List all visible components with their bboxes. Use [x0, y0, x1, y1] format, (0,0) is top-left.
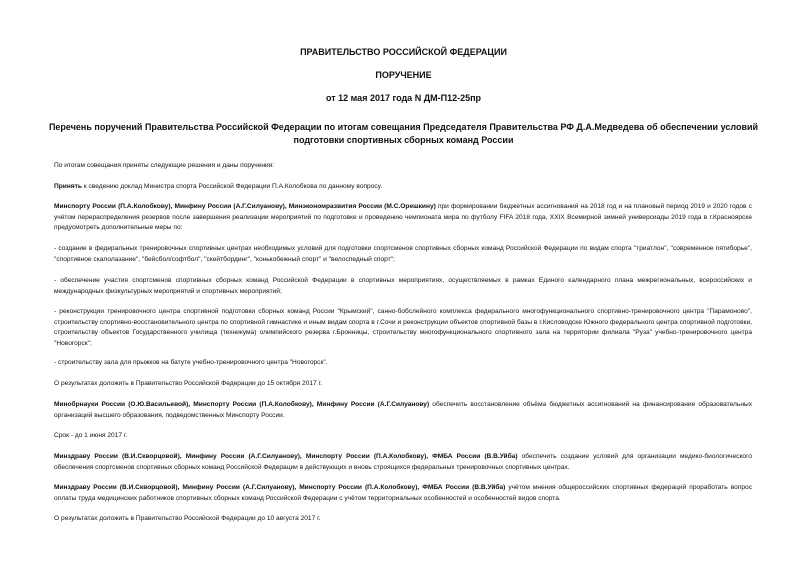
paragraph-education-budget — [54, 400, 752, 421]
list-item-training-centers: - создание в федеральных тренировочных спортивных центрах необходимых условий для подготовки спортсменов спортивных сборных команд Российской Федерации по видам спорта "триатлон", "современное пятиборье", "спортивное скалолазание", "бейсбол/софтбол", "скейтбординг", "конькобежный спорт" и "велоспедный спорт"; — [54, 245, 752, 263]
paragraph-medical-support — [54, 452, 752, 473]
paragraph-budget-text: при формировании бюджетных ассигнований на 2018 год и на плановый период 2019 и 2020 годов с учётом перераспределения резервов после завершения реализации мероприятий по подготовке и проведению чемпионата мира по футболу FIFA 2018 года, XXIX Всемирной зимней универсиады 2019 года в г.Красноярске предусмотреть дополнительные меры по: — [54, 203, 752, 231]
header-date-number: от 12 мая 2017 года N ДМ-П12-25пр — [325, 93, 482, 103]
paragraph-medical-pay-lead: Минздраву России (В.И.Скворцовой), Минфину России (А.Г.Силуанову), Минспорту России (П.А.Колобкову), ФМБА России (В.В.Уйба) — [54, 484, 506, 491]
list-item-sport-events: - обеспечение участия спортсменов спортивных сборных команд Российской Федерации в спортивных мероприятиях, осуществляемых в рамках Единого календарного плана межрегиональных, всероссийских и международных физкультурных мероприятий и спортивных мероприятий; — [54, 277, 752, 295]
header-document-type: ПОРУЧЕНИЕ — [375, 70, 432, 80]
list-item-trampoline-hall: - строительству зала для прыжков на батуте учебно-тренировочного центра "Новогорск". — [54, 359, 328, 366]
paragraph-budget-lead: Минспорту России (П.А.Колобкову), Минфину России (А.Г.Силуанову), Минэкономразвития России (М.С.Орешкину) — [54, 203, 436, 210]
paragraph-medical-text: обеспечить создание условий для организации медико-биологического обеспечения спортсменов спортивных сборных команд Российской Федерации в действующих и вновь строящихся федеральных тренировочных спортивных центрах. — [54, 453, 752, 471]
paragraph-accept-text: к сведению доклад Министра спорта Российской Федерации П.А.Колобкова по данному вопросу. — [81, 183, 383, 190]
paragraph-medical-pay — [54, 483, 752, 504]
paragraph-accept — [54, 182, 752, 193]
paragraph-education-text: обеспечить восстановление объёма бюджетных ассигнований на финансирование образовательных организаций высшего образования, подведомственных Минспорту России. — [54, 401, 753, 419]
paragraph-deadline-june: Срок - до 1 июня 2017 г. — [54, 432, 128, 439]
document-title: Перечень поручений Правительства Российской Федерации по итогам совещания Председателя Правительства РФ Д.А.Медведева об обеспечении условий подготовки спортивных сборных команд России — [48, 122, 759, 145]
paragraph-report-august: О результатах доложить в Правительство Российской Федерации до 10 августа 2017 г. — [54, 515, 321, 522]
paragraph-budget — [54, 202, 752, 234]
paragraph-accept-lead: Принять — [54, 183, 82, 190]
paragraph-report-october: О результатах доложить в Правительство Российской Федерации до 15 октября 2017 г. — [54, 380, 322, 387]
paragraph-medical-pay-text: учётом мнения общероссийских спортивных федераций проработать вопрос оплаты труда медицинских работников спортивных сборных команд Российской Федерации с учётом территориальных особенностей и особенностей видов спорта. — [54, 484, 752, 502]
header-organization: ПРАВИТЕЛЬСТВО РОССИЙСКОЙ ФЕДЕРАЦИИ — [300, 47, 507, 57]
paragraph-intro: По итогам совещания приняты следующие решения и даны поручения: — [54, 162, 275, 169]
list-item-reconstruction: - реконструкции тренировочного центра спортивной подготовки сборных команд России "Крымский", санно-бобслейного комплекса федерального многофункционального спортивно-тренировочного центра "Парамоново", строительству спортивно-восстановительного центра по спортивной гимнастике и иным видам спорта в г.Сочи и реконструкции объектов спортивной базы в г.Кисловодске Южного федерального центра спортивной подготовки, строительству объектов Государственного училища (техникума) олимпийского резерва г.Бронницы, строительству многофункционального спортивного зала на территории филиала "Руза" учебно-тренировочного центра "Новогорск"; — [54, 308, 752, 347]
paragraph-education-lead: Минобрнауки России (О.Ю.Васильевой), Минспорту России (П.А.Колобкову), Минфину России (А.Г.Силуанову) — [54, 401, 430, 408]
paragraph-medical-lead: Минздраву России (В.И.Скворцовой), Минфину России (А.Г.Силуанову), Минспорту России (П.А.Колобкову), ФМБА России (В.В.Уйба) — [54, 453, 518, 460]
